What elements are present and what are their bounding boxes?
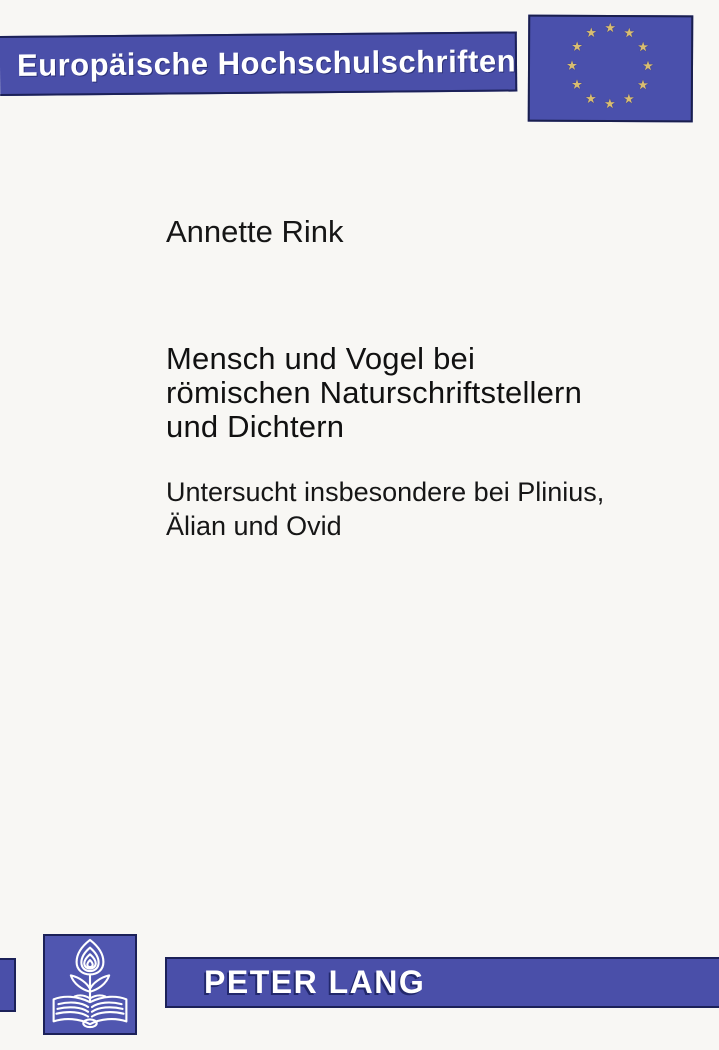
eu-star-icon: ★ [637, 77, 649, 93]
eu-flag [528, 15, 694, 123]
spine-strip [0, 958, 16, 1012]
eu-star-icon: ★ [571, 76, 583, 92]
eu-star-icon: ★ [622, 91, 635, 107]
peter-lang-logo-icon [45, 936, 135, 1033]
title-line: und Dichtern [166, 409, 345, 444]
publisher-name: PETER LANG [204, 964, 426, 1000]
eu-star-icon: ★ [604, 19, 617, 36]
author-name: Annette Rink [166, 214, 344, 249]
eu-star-icon: ★ [584, 90, 597, 106]
subtitle-line: Älian und Ovid [166, 511, 342, 541]
publisher-logo-box [43, 934, 137, 1035]
eu-star-icon: ★ [571, 38, 583, 54]
eu-star-icon: ★ [642, 58, 654, 74]
title-line: römischen Naturschriftstellern [166, 375, 583, 410]
eu-star-icon: ★ [585, 24, 598, 40]
eu-star-icon: ★ [603, 95, 616, 112]
subtitle-line: Untersucht insbesondere bei Plinius, [166, 477, 605, 507]
publisher-banner [165, 957, 719, 1008]
title-line: Mensch und Vogel bei [166, 341, 476, 376]
eu-star-icon: ★ [637, 39, 649, 55]
eu-star-icon: ★ [623, 25, 636, 41]
series-title: Europäische Hochschulschriften [16, 43, 517, 83]
series-banner [0, 31, 517, 96]
book-subtitle [166, 475, 604, 543]
eu-star-icon: ★ [566, 57, 578, 73]
book-title [166, 342, 582, 444]
